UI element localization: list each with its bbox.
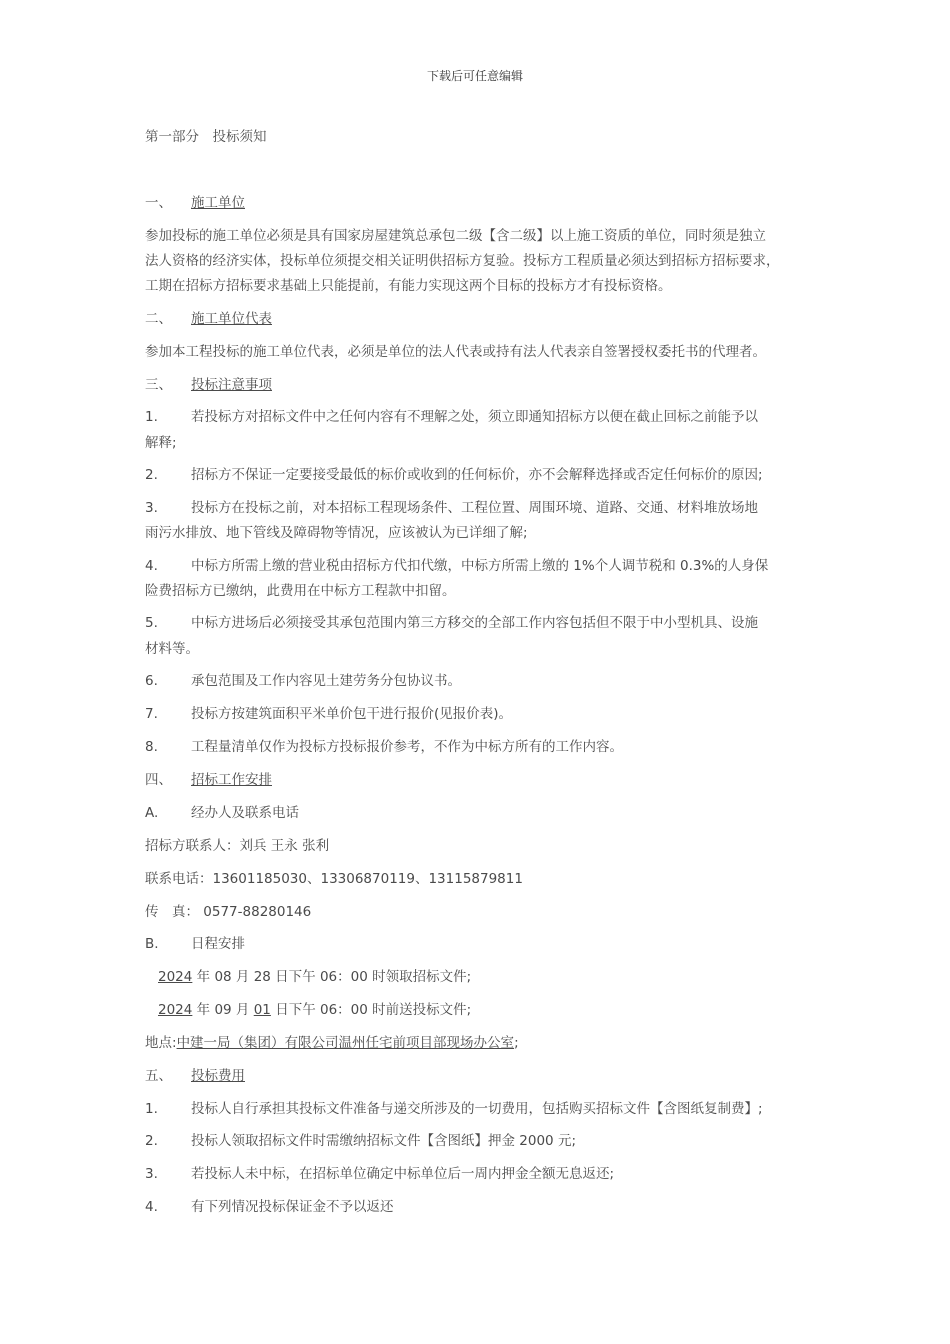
section-title: 投标费用 bbox=[191, 1068, 245, 1084]
contact-fax: 传 真： 0577-88280146 bbox=[145, 904, 312, 920]
list-item bbox=[145, 499, 758, 517]
list-item bbox=[145, 1132, 576, 1150]
subsection-heading bbox=[145, 804, 299, 822]
item-text: 承包范围及工作内容见土建劳务分包协议书。 bbox=[191, 673, 461, 689]
schedule-year: 2024 bbox=[158, 1002, 193, 1018]
schedule-line bbox=[158, 1001, 471, 1019]
list-item bbox=[145, 672, 461, 690]
section-number: 四、 bbox=[145, 772, 172, 788]
item-text: 中标方进场后必须接受其承包范围内第三方移交的全部工作内容包括但不限于中小型机具、设施 bbox=[191, 615, 758, 631]
location-end: ; bbox=[514, 1035, 519, 1051]
list-item bbox=[145, 408, 758, 426]
item-text: 投标人领取招标文件时需缴纳招标文件【含图纸】押金 2000 元; bbox=[191, 1133, 576, 1149]
item-number: 2. bbox=[145, 1133, 158, 1149]
section-title: 施工单位 bbox=[191, 195, 245, 211]
item-text: 若投标人未中标，在招标单位确定中标单位后一周内押金全额无息返还; bbox=[191, 1166, 615, 1182]
part-title: 第一部分 投标须知 bbox=[145, 129, 267, 145]
item-text: 投标方在投标之前，对本招标工程现场条件、工程位置、周围环境、道路、交通、材料堆放场地 bbox=[191, 500, 758, 516]
paragraph-line: 参加本工程投标的施工单位代表，必须是单位的法人代表或持有法人代表亲自签署授权委托书的代理者。 bbox=[145, 344, 766, 360]
list-item-continuation: 材料等。 bbox=[145, 641, 199, 657]
paragraph-line: 工期在招标方招标要求基础上只能提前，有能力实现这两个目标的投标方才有投标资格。 bbox=[145, 278, 672, 294]
item-number: 3. bbox=[145, 500, 158, 516]
list-item bbox=[145, 614, 758, 632]
item-text: 投标人自行承担其投标文件准备与递交所涉及的一切费用，包括购买招标文件【含图纸复制费】; bbox=[191, 1101, 763, 1117]
section-heading bbox=[145, 1067, 245, 1085]
schedule-year: 2024 bbox=[158, 969, 193, 985]
schedule-line bbox=[158, 968, 471, 986]
subsection-heading bbox=[145, 935, 245, 953]
item-number: 6. bbox=[145, 673, 158, 689]
list-item-continuation: 险费招标方已缴纳，此费用在中标方工程款中扣留。 bbox=[145, 583, 456, 599]
item-text: 若投标方对招标文件中之任何内容有不理解之处，须立即通知招标方以便在截止回标之前能予以 bbox=[191, 409, 758, 425]
paragraph-line: 参加投标的施工单位必须是具有国家房屋建筑总承包二级【含二级】以上施工资质的单位，同时须是独立 bbox=[145, 228, 766, 244]
subsection-title: 日程安排 bbox=[191, 936, 245, 952]
item-number: 3. bbox=[145, 1166, 158, 1182]
item-number: 8. bbox=[145, 739, 158, 755]
schedule-text: 日下午 06：00 时前送投标文件; bbox=[270, 1002, 472, 1018]
list-item bbox=[145, 466, 763, 484]
location-line bbox=[145, 1034, 519, 1052]
section-heading bbox=[145, 771, 272, 789]
section-number: 二、 bbox=[145, 311, 172, 327]
subsection-title: 经办人及联系电话 bbox=[191, 805, 299, 821]
section-number: 三、 bbox=[145, 377, 172, 393]
item-number: 7. bbox=[145, 706, 158, 722]
item-number: 1. bbox=[145, 1101, 158, 1117]
item-number: 5. bbox=[145, 615, 158, 631]
item-text: 招标方不保证一定要接受最低的标价或收到的任何标价，亦不会解释选择或否定任何标价的原因; bbox=[191, 467, 763, 483]
section-heading bbox=[145, 194, 245, 212]
item-text: 工程量清单仅作为投标方投标报价参考，不作为中标方所有的工作内容。 bbox=[191, 739, 623, 755]
schedule-text: 年 08 月 28 日下午 06：00 时领取招标文件; bbox=[196, 969, 472, 985]
location-value: 中建一局（集团）有限公司温州任宅前项目部现场办公室 bbox=[176, 1035, 515, 1051]
list-item-continuation: 雨污水排放、地下管线及障碍物等情况，应该被认为已详细了解; bbox=[145, 525, 528, 541]
section-number: 一、 bbox=[145, 195, 172, 211]
section-number: 五、 bbox=[145, 1068, 172, 1084]
item-text: 中标方所需上缴的营业税由招标方代扣代缴，中标方所需上缴的 1%个人调节税和 0.3%的人身保 bbox=[191, 558, 769, 574]
item-number: 2. bbox=[145, 467, 158, 483]
item-number: 4. bbox=[145, 558, 158, 574]
schedule-text: 年 09 月 bbox=[196, 1002, 254, 1018]
list-item bbox=[145, 1165, 614, 1183]
list-item bbox=[145, 557, 768, 575]
subsection-number: B. bbox=[145, 936, 159, 952]
item-number: 1. bbox=[145, 409, 158, 425]
section-heading bbox=[145, 310, 272, 328]
list-item bbox=[145, 1100, 763, 1118]
item-text: 有下列情况投标保证金不予以返还 bbox=[191, 1199, 394, 1215]
item-text: 投标方按建筑面积平米单价包干进行报价(见报价表)。 bbox=[191, 706, 513, 722]
section-heading bbox=[145, 376, 272, 394]
section-title: 招标工作安排 bbox=[191, 772, 272, 788]
item-number: 4. bbox=[145, 1199, 158, 1215]
section-title: 投标注意事项 bbox=[191, 377, 272, 393]
paragraph-line: 法人资格的经济实体，投标单位须提交相关证明供招标方复验。投标方工程质量必须达到招标方招标要求， bbox=[145, 253, 780, 269]
list-item bbox=[145, 1198, 394, 1216]
contact-persons: 招标方联系人：刘兵 王永 张利 bbox=[145, 838, 330, 854]
location-label: 地点: bbox=[145, 1035, 177, 1051]
list-item-continuation: 解释; bbox=[145, 435, 177, 451]
list-item bbox=[145, 705, 512, 723]
contact-phone: 联系电话：13601185030、13306870119、13115879811 bbox=[145, 871, 523, 887]
page-header: 下载后可任意编辑 bbox=[426, 69, 523, 83]
section-title: 施工单位代表 bbox=[191, 311, 272, 327]
schedule-day: 01 bbox=[253, 1002, 271, 1018]
list-item bbox=[145, 738, 623, 756]
subsection-number: A. bbox=[145, 805, 159, 821]
